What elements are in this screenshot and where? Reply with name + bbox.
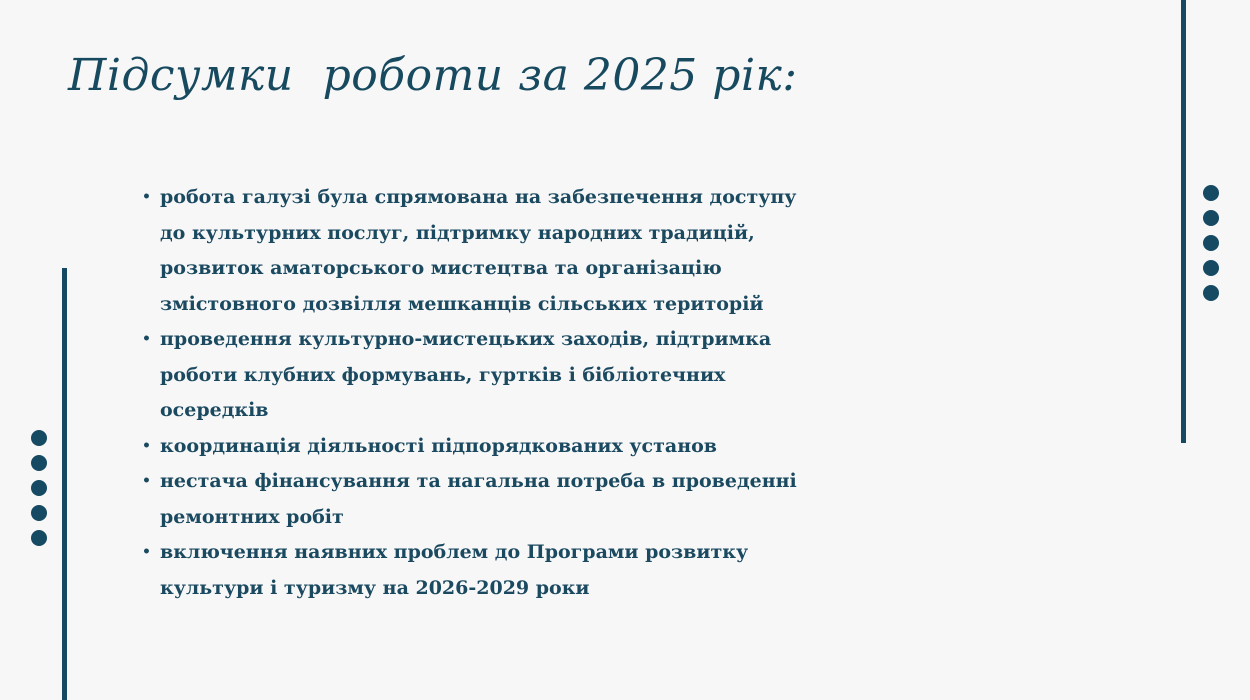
bullet-icon: • [142, 189, 151, 205]
dot-icon [31, 505, 47, 521]
bullet-text: проведення культурно-мистецьких заходів, підтримка роботи клубних формувань, гуртків і бібліотечних осередків [160, 328, 772, 421]
bullet-text: нестача фінансування та нагальна потреба в проведенні ремонтних робіт [160, 470, 797, 528]
dot-icon [1203, 185, 1219, 201]
bullet-text: включення наявних проблем до Програми розвитку культури і туризму на 2026-2029 роки [160, 541, 749, 599]
dot-icon [31, 480, 47, 496]
bullet-text: координація діяльності підпорядкованих установ [160, 434, 717, 457]
dot-icon [1203, 260, 1219, 276]
slide-title: Підсумки роботи за 2025 рік: [68, 50, 798, 101]
dot-icon [1203, 210, 1219, 226]
bullet-text: робота галузі була спрямована на забезпечення доступу до культурних послуг, підтримку народних традицій, розвиток аматорського мистецтва та організацію змістовного дозвілля мешканців сільських територій [160, 186, 797, 315]
list-item [142, 464, 822, 535]
decorative-dots-left [31, 430, 47, 546]
bullet-icon: • [142, 473, 151, 489]
dot-icon [31, 530, 47, 546]
dot-icon [31, 455, 47, 471]
bullet-icon: • [142, 331, 151, 347]
bullet-icon: • [142, 544, 151, 560]
list-item [142, 180, 822, 322]
list-item [142, 429, 822, 465]
decorative-vertical-line-right [1181, 0, 1186, 443]
dot-icon [1203, 235, 1219, 251]
list-item [142, 322, 822, 429]
dot-icon [1203, 285, 1219, 301]
bullet-icon: • [142, 437, 151, 454]
dot-icon [31, 430, 47, 446]
decorative-vertical-line-left [62, 268, 67, 700]
list-item [142, 535, 822, 606]
bullet-list [142, 180, 822, 606]
decorative-dots-right [1203, 185, 1219, 301]
